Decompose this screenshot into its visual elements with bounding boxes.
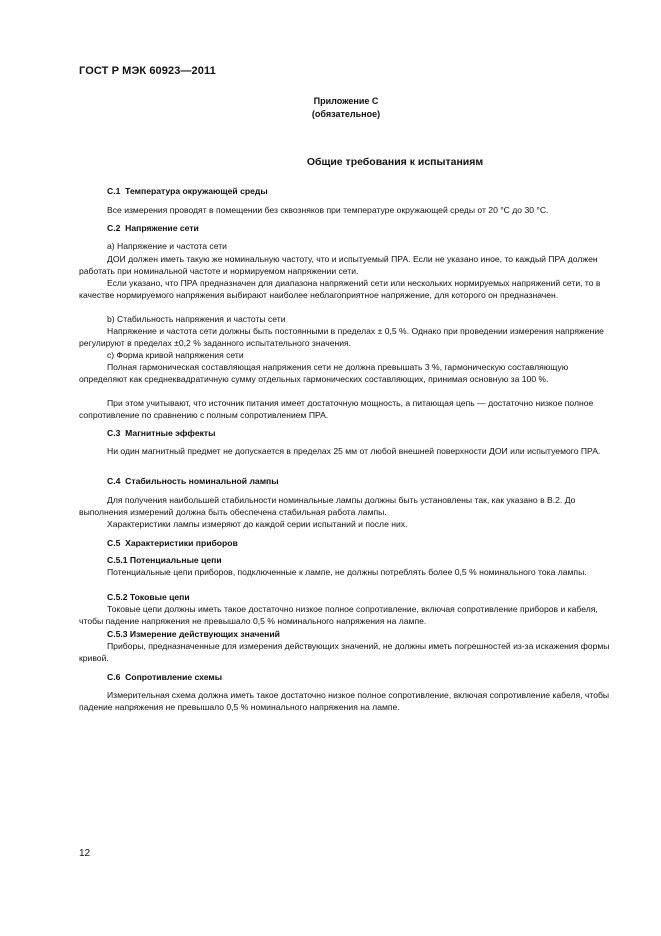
paragraph: Характеристики лампы измеряют до каждой серии испытаний и после них. <box>107 519 408 529</box>
paragraph: Для получения наибольшей стабильности номинальные лампы должны быть установлены так, как указано в В.2. До выполнения измерений должна быть обеспечена стабильная работа лампы. <box>79 495 576 518</box>
paragraph: Приборы, предназначенные для измерения действующих значений, не должны иметь погрешностей из-за искажения формы кривой. <box>79 641 610 664</box>
section-number: С.4 <box>107 476 121 486</box>
section-heading-c1 <box>79 185 643 197</box>
section-title: Температура окружающей среды <box>125 186 268 196</box>
section-heading-c5 <box>79 537 643 549</box>
page-number: 12 <box>79 848 91 859</box>
page-title: Общие требования к испытаниям <box>306 156 484 168</box>
paragraph: Если указано, что ПРА предназначен для диапазона напряжений сети или нескольких нормируемых напряжений сети, то в качестве нормируемого напряжения выбирают наиболее неблагоприятное напряжение, для которого он предназначен. <box>79 278 601 301</box>
subsection-label: с) Форма кривой напряжения сети <box>107 350 244 360</box>
subsection-heading: С.5.3 Измерение действующих значений <box>107 629 280 639</box>
subsection-label: b) Стабильность напряжения и частоты сети <box>107 314 286 324</box>
paragraph: Измерительная схема должна иметь такое достаточно низкое полное сопротивление, включая сопротивление кабеля, чтобы падение напряжения не превышало 0,5 % номинального напряжения на лампе. <box>79 690 610 713</box>
paragraph: При этом учитывают, что источник питания имеет достаточную мощность, а питающая цепь — достаточно низкое полное сопротивление по сравнению с полным сопротивлением ПРА. <box>79 398 594 421</box>
section-heading-c2 <box>79 222 643 234</box>
document-header: ГОСТ Р МЭК 60923—2011 <box>79 65 216 77</box>
section-number: С.6 <box>107 672 121 682</box>
section-number: С.2 <box>107 223 121 233</box>
paragraph: ДОИ должен иметь такую же номинальную частоту, что и испытуемый ПРА. Если не указано иное, то каждый ПРА должен работать при номинальной частоте и нормируемом напряжении сети. <box>79 254 598 277</box>
paragraph: Напряжение и частота сети должны быть постоянными в пределах ± 0,5 %. Однако при проведении измерения напряжение регулируют в пределах ±0,2 % заданного испытательного значения. <box>79 326 604 349</box>
section-title: Напряжение сети <box>125 223 199 233</box>
section-title: Характеристики приборов <box>125 538 238 548</box>
paragraph: Ни один магнитный предмет не допускается в пределах 25 мм от любой внешней поверхности ДОИ или испытуемого ПРА. <box>107 446 601 456</box>
appendix-status: (обязательное) <box>311 109 381 119</box>
section-number: С.3 <box>107 428 121 438</box>
subsection-heading: С.5.2 Токовые цепи <box>107 592 190 602</box>
section-title: Сопротивление схемы <box>125 672 223 682</box>
section-number: С.1 <box>107 186 121 196</box>
paragraph: Токовые цепи должны иметь такое достаточно низкое полное сопротивление, включая сопротивление приборов и кабеля, чтобы падение напряжения не превышало 0,5 % номинального напряжения на лампе. <box>79 604 598 627</box>
paragraph: Полная гармоническая составляющая напряжения сети не должна превышать 3 %, гармоническую составляющую определяют как среднеквадратичную сумму отдельных гармонических составляющих, принимая основную за 100 %. <box>79 362 569 385</box>
section-heading-c6 <box>79 671 643 683</box>
paragraph: Все измерения проводят в помещении без сквозняков при температуре окружающей среды от 20 °C до 30 °C. <box>107 205 549 215</box>
section-title: Магнитные эффекты <box>125 428 216 438</box>
subsection-label: а) Напряжение и частота сети <box>107 241 227 251</box>
section-heading-c4 <box>79 475 643 487</box>
section-number: С.5 <box>107 538 121 548</box>
appendix-title: Приложение С <box>313 96 379 106</box>
section-heading-c3 <box>79 427 643 439</box>
section-title: Стабильность номинальной лампы <box>125 476 279 486</box>
subsection-heading: С.5.1 Потенциальные цепи <box>107 555 222 565</box>
paragraph: Потенциальные цепи приборов, подключенные к лампе, не должны потреблять более 0,5 % номинального тока лампы. <box>107 567 587 577</box>
